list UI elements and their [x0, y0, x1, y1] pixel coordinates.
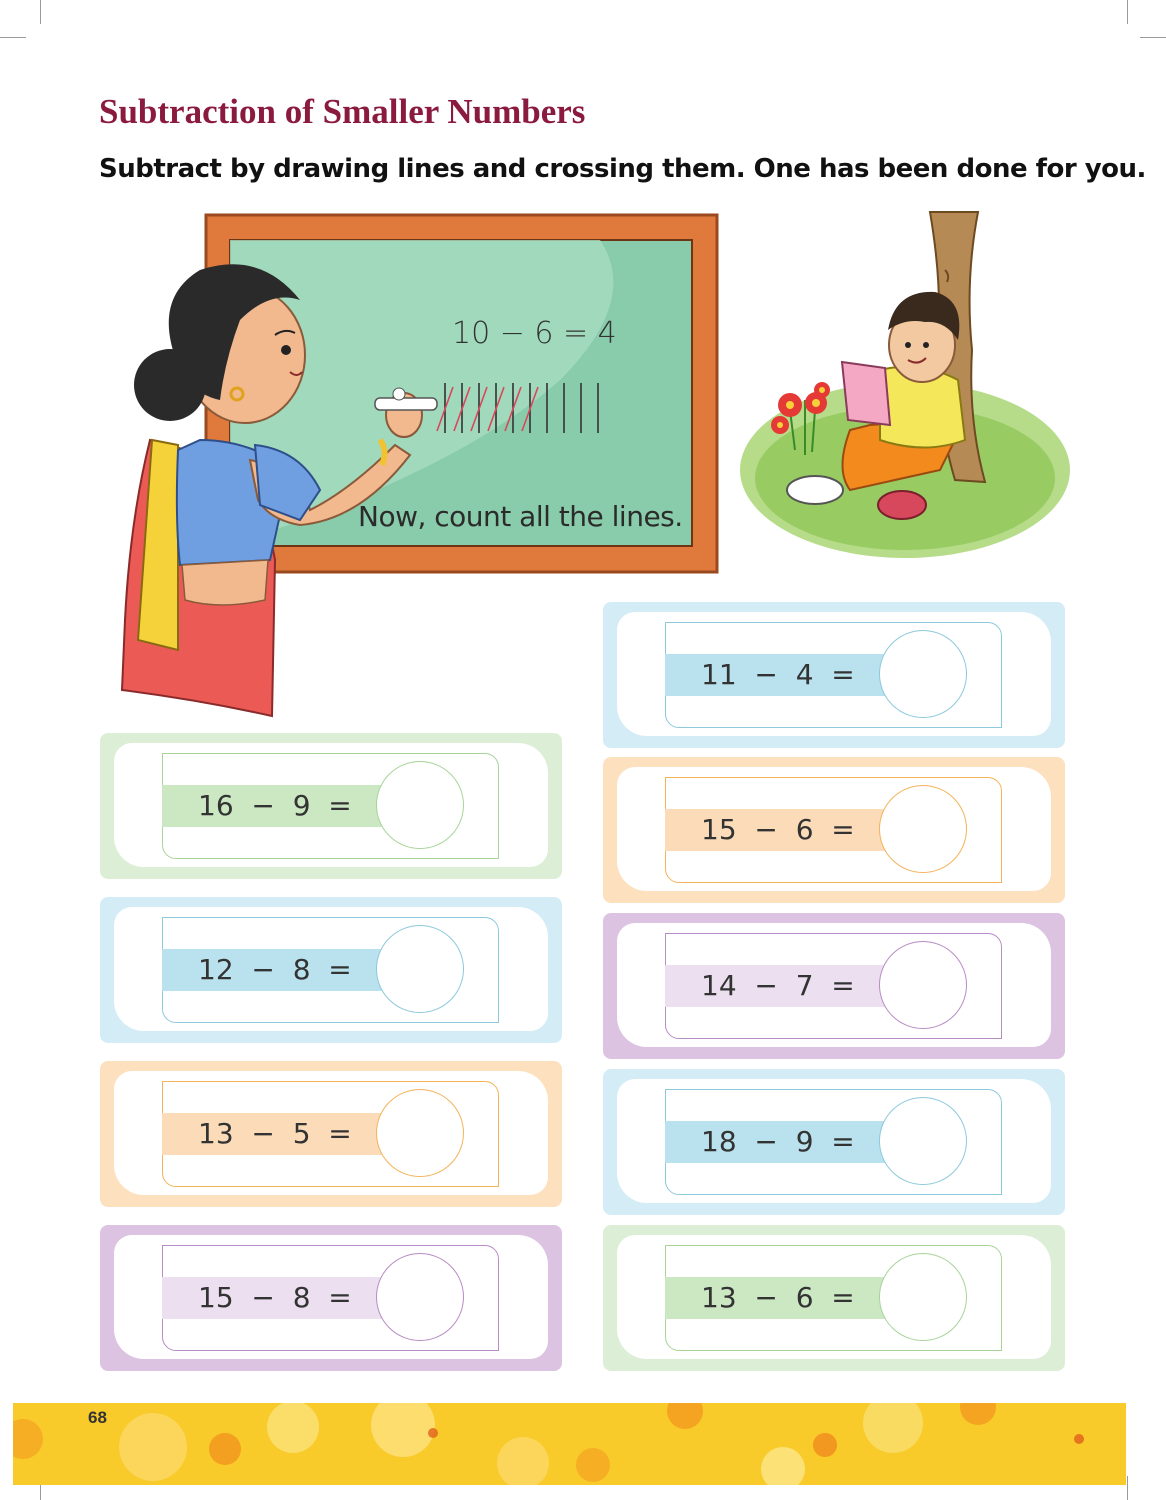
problem-card — [100, 897, 562, 1043]
answer-circle[interactable] — [879, 941, 967, 1029]
footer-decoration — [13, 1403, 1126, 1485]
answer-circle[interactable] — [376, 1089, 464, 1177]
problem-text: 16 − 9 = — [198, 789, 352, 822]
answer-circle[interactable] — [376, 761, 464, 849]
problem-card — [100, 1061, 562, 1207]
problem-text: 18 − 9 = — [701, 1125, 855, 1158]
problem-text: 14 − 7 = — [701, 969, 855, 1002]
problem-text: 13 − 5 = — [198, 1117, 352, 1150]
problem-text: 13 − 6 = — [701, 1281, 855, 1314]
answer-circle[interactable] — [879, 630, 967, 718]
problem-card — [100, 733, 562, 879]
page-title: Subtraction of Smaller Numbers — [99, 92, 586, 131]
crop-mark — [1127, 1476, 1128, 1500]
example-equation: 10 − 6 = 4 — [452, 316, 617, 351]
answer-circle[interactable] — [879, 785, 967, 873]
answer-circle[interactable] — [879, 1097, 967, 1185]
problem-text: 12 − 8 = — [198, 953, 352, 986]
boy-reading-under-tree — [740, 212, 1070, 558]
problem-card — [100, 1225, 562, 1371]
answer-circle[interactable] — [376, 925, 464, 1013]
problem-card — [603, 1225, 1065, 1371]
instruction-text: Subtract by drawing lines and crossing them. One has been done for you. — [99, 154, 1146, 184]
example-note: Now, count all the lines. — [358, 500, 683, 533]
answer-circle[interactable] — [376, 1253, 464, 1341]
page-footer — [13, 1403, 1126, 1485]
answer-circle[interactable] — [879, 1253, 967, 1341]
problem-text: 11 − 4 = — [701, 658, 855, 691]
problem-card — [603, 1069, 1065, 1215]
page-number: 68 — [88, 1408, 107, 1427]
problem-card — [603, 757, 1065, 903]
problem-card — [603, 913, 1065, 1059]
problem-text: 15 − 8 = — [198, 1281, 352, 1314]
problem-card — [603, 602, 1065, 748]
problem-text: 15 − 6 = — [701, 813, 855, 846]
